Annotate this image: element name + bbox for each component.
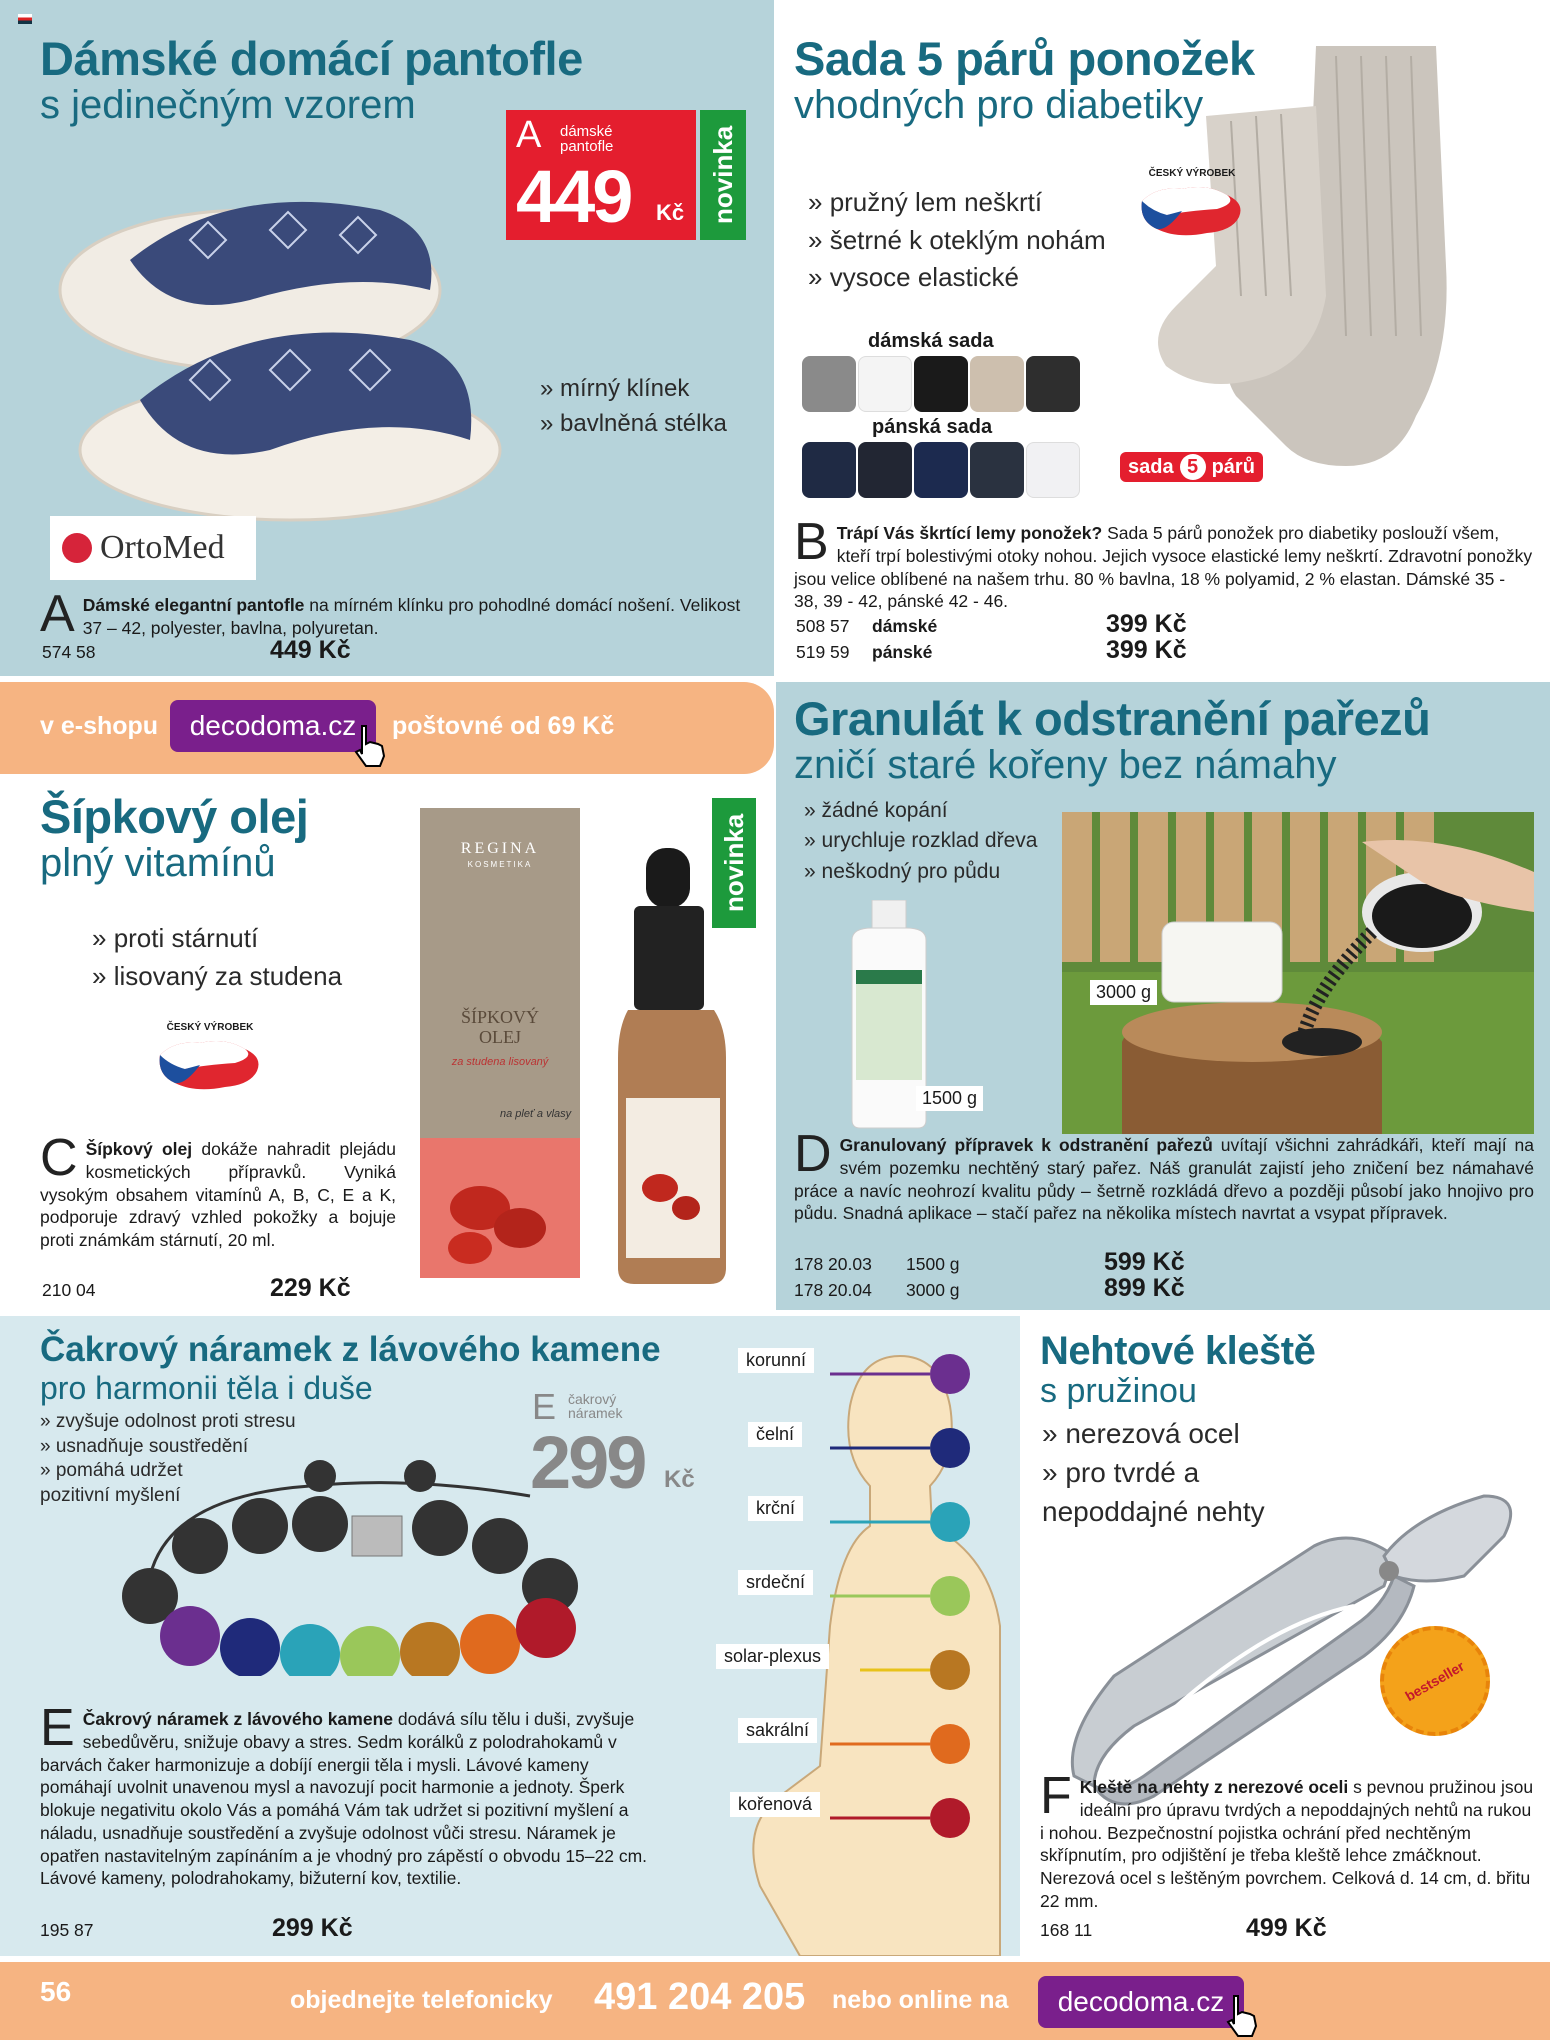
feature-item: » vysoce elastické bbox=[808, 259, 1106, 297]
variant-label: 3000 g bbox=[906, 1280, 960, 1300]
product-code: 168 11 bbox=[1040, 1920, 1093, 1940]
product-code: 178 20.04 bbox=[794, 1280, 872, 1300]
product-price: 499 Kč bbox=[1246, 1914, 1327, 1942]
eshop-domain: decodoma.cz bbox=[189, 710, 357, 741]
feature-item: » bavlněná stélka bbox=[540, 407, 727, 442]
variant-label: pánské bbox=[872, 642, 933, 662]
product-price: 399 Kč bbox=[1106, 636, 1187, 664]
desc-text: dokáže nahradit plejádu kosmetických přípravků. Vyniká vysokým obsahem vitamínů A, B, C, E a K, podporuje zdravý vzhled pokožky a bojuje proti známkám stárnutí, 20 ml. bbox=[40, 1139, 396, 1250]
panel-sipkovy-olej bbox=[0, 778, 774, 1310]
product-code: 210 04 bbox=[42, 1280, 96, 1300]
product-description bbox=[794, 513, 1534, 613]
chakra-label: krční bbox=[748, 1496, 803, 1521]
czech-product-badge bbox=[150, 1022, 270, 1102]
panel-granulat bbox=[776, 682, 1550, 1310]
brand-logo bbox=[50, 516, 256, 580]
flag-icon bbox=[18, 14, 32, 24]
desc-letter: F bbox=[1040, 1767, 1072, 1825]
set-men-label: pánská sada bbox=[872, 416, 993, 438]
feature-item: » pomáhá udržet pozitivní myšlení bbox=[40, 1459, 230, 1508]
product-price: 899 Kč bbox=[1104, 1274, 1185, 1302]
panel-subtitle: plný vitamínů bbox=[40, 841, 276, 885]
box-sub: KOSMETIKA bbox=[467, 860, 533, 869]
product-price: 449 Kč bbox=[270, 636, 351, 664]
eshop-link[interactable] bbox=[170, 700, 376, 752]
set-badge bbox=[1120, 452, 1263, 482]
sock-swatch bbox=[802, 442, 856, 498]
feature-item: » mírný klínek bbox=[540, 372, 727, 407]
desc-text: s pevnou pružinou jsou ideální pro úpravu tvrdých a nepoddajných nehtů na rukou i nohou. Bezpečnostní pojistka ochrání před nechtěným skřípnutím, pro odjištění je třeba kleště lehce zmáčknout. Nerezová ocel s leštěným povrchem. Celková d. 14 cm, d. břitu 22 mm. bbox=[1040, 1777, 1534, 1911]
panel-subtitle: vhodných pro diabetiky bbox=[794, 83, 1204, 127]
brand-name: OrtoMed bbox=[100, 529, 225, 566]
set-women-label: dámská sada bbox=[868, 330, 994, 352]
panel-title: Sada 5 párů ponožek bbox=[794, 32, 1255, 85]
czech-map-icon bbox=[155, 1035, 265, 1095]
bestseller-badge bbox=[1380, 1626, 1490, 1736]
panel-title: Nehtové kleště bbox=[1040, 1329, 1316, 1373]
novinka-badge: novinka bbox=[700, 110, 746, 240]
rosehip-illustration bbox=[420, 1138, 580, 1278]
tag-label: čakrový náramek bbox=[568, 1391, 623, 1421]
panel-title: Šípkový olej bbox=[40, 790, 309, 843]
box-name: ŠÍPKOVÝ OLEJ bbox=[460, 1007, 539, 1047]
feature-item: » neškodný pro půdu bbox=[804, 857, 1037, 887]
desc-letter: E bbox=[40, 1699, 75, 1757]
sock-swatch bbox=[914, 442, 968, 498]
tag-letter: A bbox=[516, 114, 542, 156]
panel-pantofle bbox=[0, 0, 774, 676]
chakra-label: korunní bbox=[738, 1348, 814, 1373]
sock-swatch bbox=[914, 356, 968, 412]
panel-title: Granulát k odstranění pařezů bbox=[794, 692, 1431, 745]
panel-cakrovy-naramek bbox=[0, 1316, 1020, 1956]
size-label-small: 1500 g bbox=[916, 1086, 983, 1111]
desc-letter: B bbox=[794, 513, 829, 571]
cz-label: ČESKÝ VÝROBEK bbox=[1148, 168, 1236, 179]
eshop-suffix: poštovné od 69 Kč bbox=[392, 712, 615, 740]
feature-item: » nerezová ocel bbox=[1042, 1414, 1342, 1453]
footer-link[interactable] bbox=[1038, 1976, 1244, 2028]
variant-label: dámské bbox=[872, 616, 938, 636]
feature-list bbox=[540, 372, 727, 442]
product-description bbox=[1040, 1767, 1536, 1913]
desc-bold: Trápí Vás škrtící lemy ponožek? bbox=[836, 523, 1103, 543]
desc-text: na mírném klínku pro pohodlné domácí nošení. Velikost 37 – 42, polyester, bavlna, polyuretan. bbox=[82, 595, 741, 638]
socks-image bbox=[1146, 36, 1546, 496]
oil-box-image bbox=[420, 808, 580, 1278]
feature-item: » šetrné k oteklým nohám bbox=[808, 222, 1106, 260]
panel-subtitle: pro harmonii těla i duše bbox=[40, 1370, 373, 1406]
feature-item: » usnadňuje soustředění bbox=[40, 1435, 340, 1460]
box-brand: REGINA bbox=[460, 840, 540, 857]
body-figure-image bbox=[660, 1326, 1020, 1956]
feature-item: » pružný lem neškrtí bbox=[808, 184, 1106, 222]
desc-letter: A bbox=[40, 585, 75, 643]
chakra-label: solar-plexus bbox=[716, 1644, 829, 1669]
chakra-label: sakrální bbox=[738, 1718, 817, 1743]
sock-swatch bbox=[858, 442, 912, 498]
feature-item: » pro tvrdé a nepoddajné nehty bbox=[1042, 1453, 1302, 1531]
product-price: 399 Kč bbox=[1106, 610, 1187, 638]
bracelet-image bbox=[110, 1456, 630, 1676]
panel-title: Dámské domácí pantofle bbox=[40, 32, 583, 85]
product-description bbox=[40, 585, 760, 643]
cross-icon bbox=[62, 533, 92, 563]
tag-letter: E bbox=[532, 1386, 557, 1427]
badge-pre: sada bbox=[1128, 455, 1174, 478]
product-description bbox=[40, 1699, 650, 1890]
product-code: 195 87 bbox=[40, 1920, 94, 1940]
badge-text: bestseller bbox=[1402, 1657, 1468, 1705]
tag-currency: Kč bbox=[664, 1466, 695, 1493]
footer-text: objednejte telefonicky bbox=[290, 1986, 553, 2014]
product-description bbox=[794, 1125, 1534, 1225]
feature-item: » zvyšuje odolnost proti stresu bbox=[40, 1410, 340, 1435]
chakra-label: kořenová bbox=[730, 1792, 820, 1817]
sock-swatch bbox=[970, 356, 1024, 412]
feature-item: » proti stárnutí bbox=[92, 920, 342, 958]
desc-letter: C bbox=[40, 1129, 78, 1187]
sock-swatch bbox=[1026, 442, 1080, 498]
stump-photo bbox=[1062, 812, 1534, 1134]
product-code: 508 57 bbox=[796, 616, 850, 636]
panel-title: Čakrový náramek z lávového kamene bbox=[40, 1330, 661, 1369]
tag-price: 449 bbox=[516, 155, 631, 238]
product-code: 178 20.03 bbox=[794, 1254, 872, 1274]
product-code: 519 59 bbox=[796, 642, 850, 662]
cursor-hand-icon bbox=[350, 722, 392, 770]
feature-item: » urychluje rozklad dřeva bbox=[804, 826, 1037, 856]
footer-bar bbox=[0, 1962, 1550, 2040]
novinka-badge: novinka bbox=[712, 798, 756, 928]
chakra-label: srdeční bbox=[738, 1570, 813, 1595]
panel-nehtove-klest bbox=[1024, 1316, 1550, 1956]
chakra-label: čelní bbox=[748, 1422, 802, 1447]
footer-domain: decodoma.cz bbox=[1057, 1986, 1225, 2017]
variant-label: 1500 g bbox=[906, 1254, 960, 1274]
product-price: 299 Kč bbox=[272, 1914, 353, 1942]
feature-item: » žádné kopání bbox=[804, 796, 1037, 826]
swatch-row-women bbox=[802, 356, 1080, 412]
desc-bold: Granulovaný přípravek k odstranění pařezů bbox=[839, 1135, 1213, 1155]
feature-list bbox=[804, 796, 1037, 887]
sock-swatch bbox=[802, 356, 856, 412]
panel-ponozky bbox=[776, 0, 1550, 676]
page-number: 56 bbox=[40, 1976, 72, 2007]
sock-swatch bbox=[970, 442, 1024, 498]
feature-item: » lisovaný za studena bbox=[92, 958, 342, 996]
size-label-big: 3000 g bbox=[1090, 980, 1157, 1005]
box-script: za studena lisovaný bbox=[451, 1056, 549, 1068]
tag-label: dámské pantofle bbox=[560, 123, 614, 155]
cz-label: ČESKÝ VÝROBEK bbox=[166, 1022, 254, 1033]
feature-list bbox=[92, 920, 342, 995]
desc-text: Sada 5 párů ponožek pro diabetiky poslouží všem, kteří trpí bolestivými otoky nohou. Jejich vysoce elastické lemy neškrtí. Zdravotní ponožky jsou velice oblíbené na našem trhu. 80 % bavlna, 18 % polyamid, 2 % elastan. Dámské 35 - 38, 39 - 42, pánské 42 - 46. bbox=[794, 523, 1533, 612]
desc-bold: Čakrový náramek z lávového kamene bbox=[82, 1709, 393, 1729]
footer-or: nebo online na bbox=[832, 1986, 1009, 2014]
desc-bold: Šípkový olej bbox=[85, 1139, 193, 1159]
desc-text: uvítají všichni zahrádkáři, kteří mají na svém pozemku nechtěný starý pařez. Náš granulát zajistí jeho zničení bez námahavé práce a navíc neohrozí kvalitu půdy – šetrně rozkládá dřevo a později působí jako hnojivo pro půdu. Snadná aplikace – stačí pařez na několika místech navrtat a vsypat přípravek. bbox=[794, 1135, 1534, 1224]
sock-swatch bbox=[1026, 356, 1080, 412]
tag-currency: Kč bbox=[656, 200, 685, 225]
product-description bbox=[40, 1129, 396, 1252]
sock-swatch bbox=[858, 356, 912, 412]
footer-phone: 491 204 205 bbox=[594, 1976, 806, 2018]
feature-list bbox=[808, 184, 1106, 297]
box-note: na pleť a vlasy bbox=[500, 1108, 572, 1120]
slippers-image bbox=[50, 150, 550, 530]
badge-post: párů bbox=[1211, 455, 1255, 478]
czech-product-badge bbox=[1132, 168, 1252, 248]
eshop-banner bbox=[0, 682, 774, 774]
cursor-hand-icon bbox=[1222, 1992, 1264, 2040]
eshop-prefix: v e-shopu bbox=[40, 712, 159, 740]
czech-map-icon bbox=[1137, 181, 1247, 241]
panel-subtitle: s pružinou bbox=[1040, 1372, 1197, 1410]
product-code: 574 58 bbox=[42, 642, 96, 662]
tag-price: 299 bbox=[530, 1421, 645, 1504]
product-price: 229 Kč bbox=[270, 1274, 351, 1302]
desc-letter: D bbox=[794, 1125, 832, 1183]
badge-num: 5 bbox=[1180, 454, 1206, 480]
desc-bold: Kleště na nehty z nerezové oceli bbox=[1079, 1777, 1349, 1797]
panel-subtitle: zničí staré kořeny bez námahy bbox=[794, 743, 1337, 787]
product-price: 599 Kč bbox=[1104, 1248, 1185, 1276]
desc-text: dodává sílu tělu i duši, zvyšuje sebedůvěru, snižuje obavy a stres. Sedm korálků z polodrahokamů v barvách čaker harmonizuje a dobíjí energii těla i mysli. Lávové kameny pomáhají uvolnit unavenou mysl a navozují pocit harmonie a jednoty. Šperk blokuje negativitu okolo Vás a pomáhá Vám tak udržet si pozitivní myšlení a náladu, usnadňuje soustředění a zvyšuje odolnost vůči stresu. Náramek je opatřen nastavitelným zapínáním a je vhodný pro zápěstí o obvodu 15–22 cm. Lávové kameny, polodrahokamy, bižuterní kov, textilie. bbox=[40, 1709, 648, 1889]
desc-bold: Dámské elegantní pantofle bbox=[82, 595, 305, 615]
panel-subtitle: s jedinečným vzorem bbox=[40, 83, 416, 127]
swatch-row-men bbox=[802, 442, 1080, 498]
